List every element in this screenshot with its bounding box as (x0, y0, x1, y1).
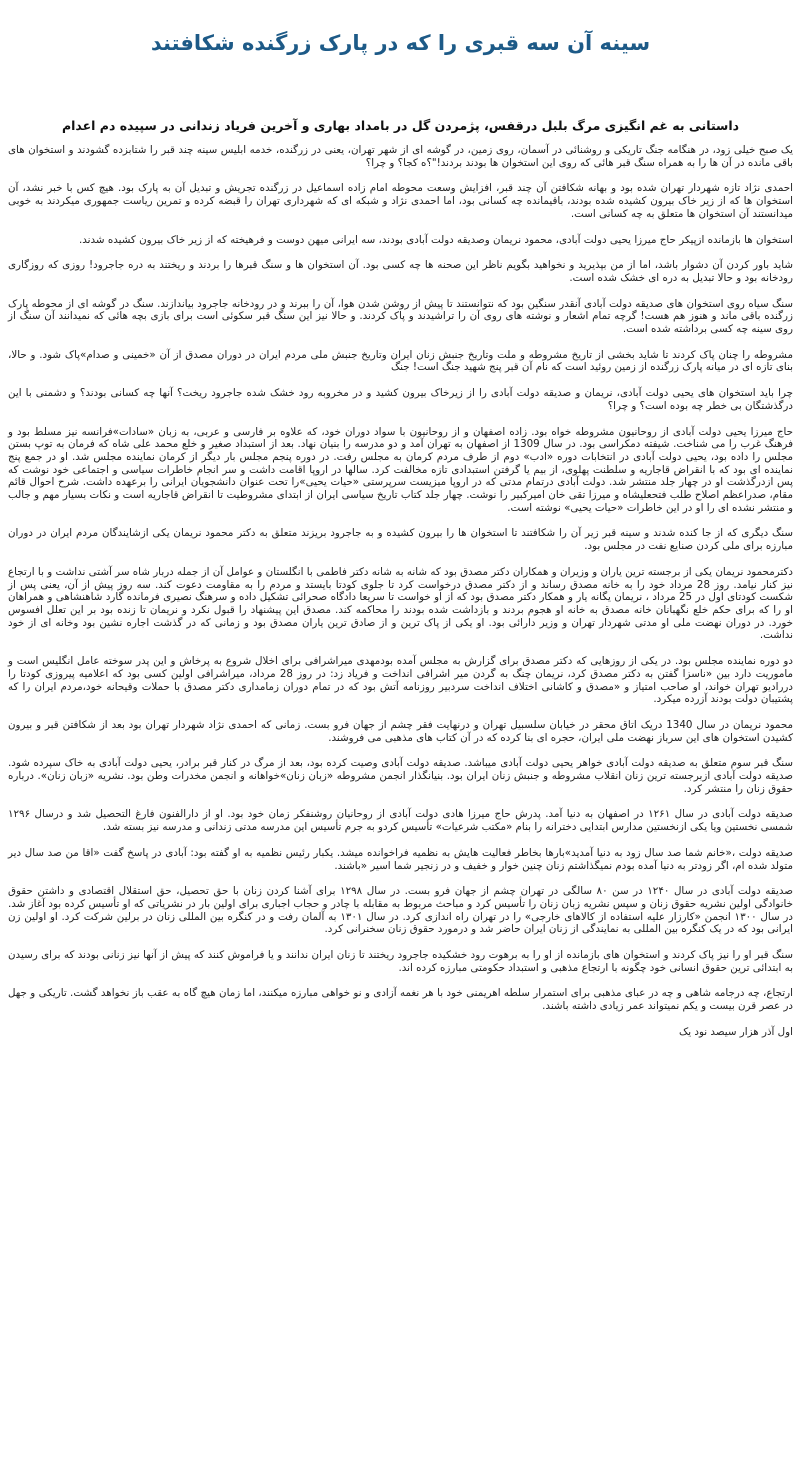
paragraph-1: یک صبح خیلی زود، در هنگامه جنگ تاریکی و روشنائی در آسمان، روی زمین، در گوشه ای از شهر تهران، یعنی در زرگنده، خدمه ابلیس سینه چند قبر را شتابزده گشودند و استخوان های باقی مانده در آن ها را به همراه سنگ قبر هائی که روی این استخوان ها بودند بردند!"؟ه کجا؟ و چرا؟ (8, 144, 793, 169)
article-subtitle: داستانی به غم انگیزی مرگ بلبل درقفس، پژمردن گل در بامداد بهاری و آخرین فریاد زندانی در سپیده دم اعدام (61, 118, 740, 133)
paragraph-2: احمدی نژاد تازه شهردار تهران شده بود و بهانه شکافتن آن چند قبر، افزایش وسعت محوطه امام زاده اسماعیل در زرگنده تجریش و تبدیل آن به پارک بود. هیچ کس با خبر نشد، آن استخوان ها که از زیر خاک بیرون کشیده شده بودند، باقیمانده چه کسانی بود، اما احمدی نژاد و شبکه ای که شهرداری تهران را قبضه کرده و تمرین ریاست جمهوری میکردند به خوبی میدانستند آن استخوان ها متعلق به چه کسانی است. (8, 182, 793, 220)
paragraph-4: شاید باور کردن آن دشوار باشد، اما از من بپذیرید و نخواهید بگویم ناظر این صحنه ها چه کسی بود. آن استخوان ها و سنگ قبرها را بردند و ریختند به دره جاجرود! روزی که روزگاری رودخانه بود و حالا تبدیل به دره ای خشک شده است. (8, 259, 793, 284)
article-title: سینه آن سه قبری را که در پارک زرگنده شکافتند (150, 31, 651, 55)
article-date-signature: اول آذر هزار سیصد نود یک (679, 1025, 793, 1038)
paragraph-17: سنگ قبر او را نیز پاک کردند و استخوان های بازمانده از او را به برهوت رود خشکیده جاجرود ریختند تا زنان ایران ندانند و یا فراموش کنند که پیش از آنها نیز زنانی بودند که برای رسیدن به ابتدائی ترین حقوق انسانی خود چگونه با ارتجاع مذهبی و استبداد حکومتی مبارزه کرده اند. (8, 949, 793, 974)
paragraph-3: استخوان ها بازمانده ازپیکر حاج میرزا یحیی دولت آبادی، محمود نریمان وصدیقه دولت آبادی بودند، سه ایرانی میهن دوست و فرهیخته که از زیر خاک بیرون کشیده شدند. (78, 233, 793, 246)
paragraph-14: صدیقه دولت آبادی در سال ۱۲۶۱ در اصفهان به دنیا آمد. پدرش حاج میرزا هادی دولت آبادی از روحانیان روشنفکر زمان خود بود. او از دارالفنون فارغ التحصیل شد و درسال ۱۲۹۶ شمسی نخستین ویا یکی ازنخستین مدارس ابتدایی دخترانه را بنام «مکتب شرعیات» تأسیس کردو به جرم تأسیس این مدرسه مدتی زندانی و مدرسه نیز بسته شد. (8, 808, 793, 834)
paragraph-13: سنگ قبر سوم متعلق به صدیقه دولت آبادی خواهر یحیی دولت آبادی میباشد. صدیقه دولت آبادی وصیت کرده بود، بعد از مرگ در کنار قبر برادر، یحیی دولت آبادی به خاک سپرده شود. صدیقه دولت آبادی ازبرجسته ترین زنان انقلاب مشروطه و جنبش زنان ایران بود. بنیانگذار انجمن مشروطه «زبان زنان»خواهانه و انجمن مخدرات وطن بود. نشریه «زبان زنان». درباره حقوق زنان را منتشر کرد. (8, 757, 793, 795)
paragraph-12: محمود نریمان در سال 1340 دریک اتاق محقر در خیابان سلسبیل تهران و درنهایت فقر چشم از جهان فرو بست. زمانی که احمدی نژاد شهردار تهران بود بعد از شکافتن قبر و بیرون کشیدن استخوان های این سرباز نهضت ملی ایران، حجره ای بنا کرده که در آن کتاب های مذهبی می فروشند. (8, 718, 794, 744)
paragraph-15: صدیقه دولت ،«خانم شما صد سال زود به دنیا آمدید»بارها بخاطر فعالیت هایش به نظمیه فراخوانده میشد. یکبار رئیس نظمیه به او گفته بود: آبادی در پاسخ گفت «اقا من صد سال دیر متولد شده ام، اگر زودتر به دنیا آمده بودم نمیگذاشتم زنان چنین خوار و خفیف و در زنجیر شما اسیر «باشند. (8, 846, 793, 872)
paragraph-8: حاج میرزا یحیی دولت آبادی از روحانیون مشروطه خواه بود. زاده اصفهان و از روحانیون با سواد دوران خود، که علاوه بر فارسی و عربی، به زبان «سادات»فرانسه نیز مسلط بود و فرهنگ غرب را می شناخت. شیفته دمکراسی بود. در سال 1309 از اصفهان به تهران آمد و دو مدرسه را بنیان نهاد. بعد از استبداد صغیر و خلع محمد علی شاه که فرمان به توپ بستن مجلس را داده بود، یحیی دولت آبادی در انتخابات دوره «ادب» دوم از طرف مردم کرمان به مجلس رفت. در دوره پنجم مجلس بار دیگر از کرمان نماینده مجلس شد. او در جمع پنج نماینده ای بود که با انقراض قاجاریه و سلطنت پهلوی، از بیم یا گرفتن استبدادی تازه مخالفت کرد. سالها در اروپا اقامت داشت و سر انجام خاطرات سیاسی و اجتماعی خود نوشت که پس ازدرگذشت او در چهار جلد منتشر شد. دولت آبادی درتمام مدتی که در اروپا میزیست سرپرستی «حیات یحیی»را تحت عنوان دانشجویان ایرانی را برعهده داشت. شرح احوال قائم مقام، صدراعظم اصلاح طلب فتحعلیشاه و میرزا تقی خان امیرکبیر را نوشت. چهار جلد کتاب تاریخ سیاسی ایران از ابتدای مشروطیت تا انقراض قاجاریه است و نکات بسیار مهم و جالب و منتشر نشده ای را او در این خاطرات «حیات یحیی» نوشته است. (8, 425, 794, 514)
paragraph-11: دو دوره نماینده مجلس بود. در یکی از روزهایی که دکتر مصدق برای گزارش به مجلس آمده بودمهدی میراشرافی برای اخلال شروع به پرخاش و این پدر سوخته عامل انگلیس است و ماموریت دارد بین «ناسزا گفتن به دکتر مصدق کرد، نریمان چنگ به گردن میر اشرافی انداخت و فریاد زد: در روز 28 مرداد، میراشرافی اولین کسی بود که اعلامیه پیروزی کودتا را دررادیو تهران خواند، او صاحب امتیاز و «مصدق و کاشانی اختلاف انداخت سردبیر روزنامه آتش بود که در تمام دوران زمامداری دکتر مصدق با حملات وقیحانه خود،مردم ایران را که پشتیبان دولت بودند آزرده میکرد. (8, 655, 794, 706)
paragraph-10: دکترمحمود نریمان یکی از برجسته ترین یاران و وزیران و همکاران دکتر مصدق بود که شانه به شانه دکتر فاطمی با انگلستان و عوامل آن از جمله دربار شاه سر آشتی نداشت و با ارتجاع نیز کنار نیامد. روز 28 مرداد خود را به خانه مصدق رساند و از دکتر مصدق درخواست کرد تا جلوی کودتا بایستد و مردم را به مقاومت دعوت کند. سه روز پیش از آن، یعنی پس از شکست کودتای اول در 25 مرداد ، نریمان یگانه یار و همکار دکتر مصدق بود که از او خواست تا سریعا دادگاه صحرائی تشکیل داده و سرهنگ نصیری فرمانده گارد شاهنشاهی و همراهان او را که برای حکم خلع نگهبانان خانه مصدق به خانه او هجوم بردند و بازداشت شده بودند را محاکمه کند. مصدق این پیشنهاد را قبول نکرد و نریمان تا زنده بود بر این تعلل افسوس خورد. در دوران نهضت ملی او مدتی شهردار تهران و وزیر دارائی بود. او یکی از پاک ترین و از صادق ترین یاران مصدق بود و زمانی که در گذشت اجاره نشین بود وخانه ای از خود نداشت. (8, 565, 793, 642)
paragraph-5: سنگ سیاه روی استخوان های صدیقه دولت آبادی آنقدر سنگین بود که نتوانستند تا پیش از روشن شدن هوا، آن را ببرند و در رودخانه جاجرود بیاندازند. سنگ در گوشه ای از محوطه پارک زرگنده باقی ماند و هنوز هم هست! گرچه تمام اشعار و نوشته های روی آن را تراشیدند و پاک کردند. و حالا نیز این سنگ قبر سکوئی است برای بازی بچه هائی که نمیدانند آن سنگ از روی سینه چه کسی برداشته شده است. (8, 297, 793, 336)
paragraph-6: مشروطه را چنان پاک کردند تا شاید بخشی از تاریخ مشروطه و ملت وتاریخ جنبش زنان ایران وتاریخ جنبش ملی مردم ایران در دوران مصدق از آن «خمینی و صدام»پاک شود. و حالا، بنای تازه ای در میانه پارک زرگنده از زمین روئید است که نام آن قبر پنج شهید جنگ است! جنگ (8, 348, 793, 374)
paragraph-9: سنگ دیگری که از جا کنده شدند و سینه قبر زیر آن را شکافتند تا استخوان ها را بیرون کشیده و به جاجرود بریزند متعلق به دکتر محمود نریمان یکی ازشایندگان مردم ایران در دوران مبارزه برای ملی کردن صنایع نفت در مجلس بود. (8, 527, 793, 553)
paragraph-16: صدیقه دولت آبادی در سال ۱۲۴۰ در سن ۸۰ سالگی در تهران چشم از جهان فرو بست. در سال ۱۲۹۸ برای آشنا کردن زنان با حق تحصیل، حق استقلال اقتصادی و داشتن حقوق خانوادگی اولین نشریه حقوق زنان و سپس نشریه زبان زنان را تأسیس کرد و مباحث مربوط به مقابله با چادر و حجاب اجباری برای اولین بار در نشریاتی که او تأسیس کرده بود آغاز شد. در سال ۱۳۰۰ انجمن «کارزار علیه استفاده از کالاهای خارجی» را در تهران راه اندازی کرد. در سال ۱۳۰۱ به آلمان رفت و در کنگره بین المللی زنان در برلین شرکت کرد. او اولین زن ایرانی بود که در یک کنگره بین المللی به نمایندگی از زنان ایران حاضر شد و درمورد حقوق زنان سخنرانی کرد. (8, 885, 794, 936)
paragraph-18: ارتجاع، چه درجامه شاهی و چه در عبای مذهبی برای استمرار سلطه اهریمنی خود با هر نغمه آزادی و نو خواهی مبارزه میکنند، اما زمان هیچ گاه به عقب باز نخواهد گشت. تاریکی و جهل در عصر قرن بیست و یکم نمیتواند عمر زیادی داشته باشند. (8, 987, 793, 1013)
paragraph-7: چرا باید استخوان های یحیی دولت آبادی، نریمان و صدیقه دولت آبادی را از زیرخاک بیرون کشید و در مخروبه رود خشک شده جاجرود ریخت؟ آنها چه کسانی بودند؟ و دشمنی با این درگذشتگان بی خطر چه بوده است؟ و چرا؟ (8, 387, 793, 412)
